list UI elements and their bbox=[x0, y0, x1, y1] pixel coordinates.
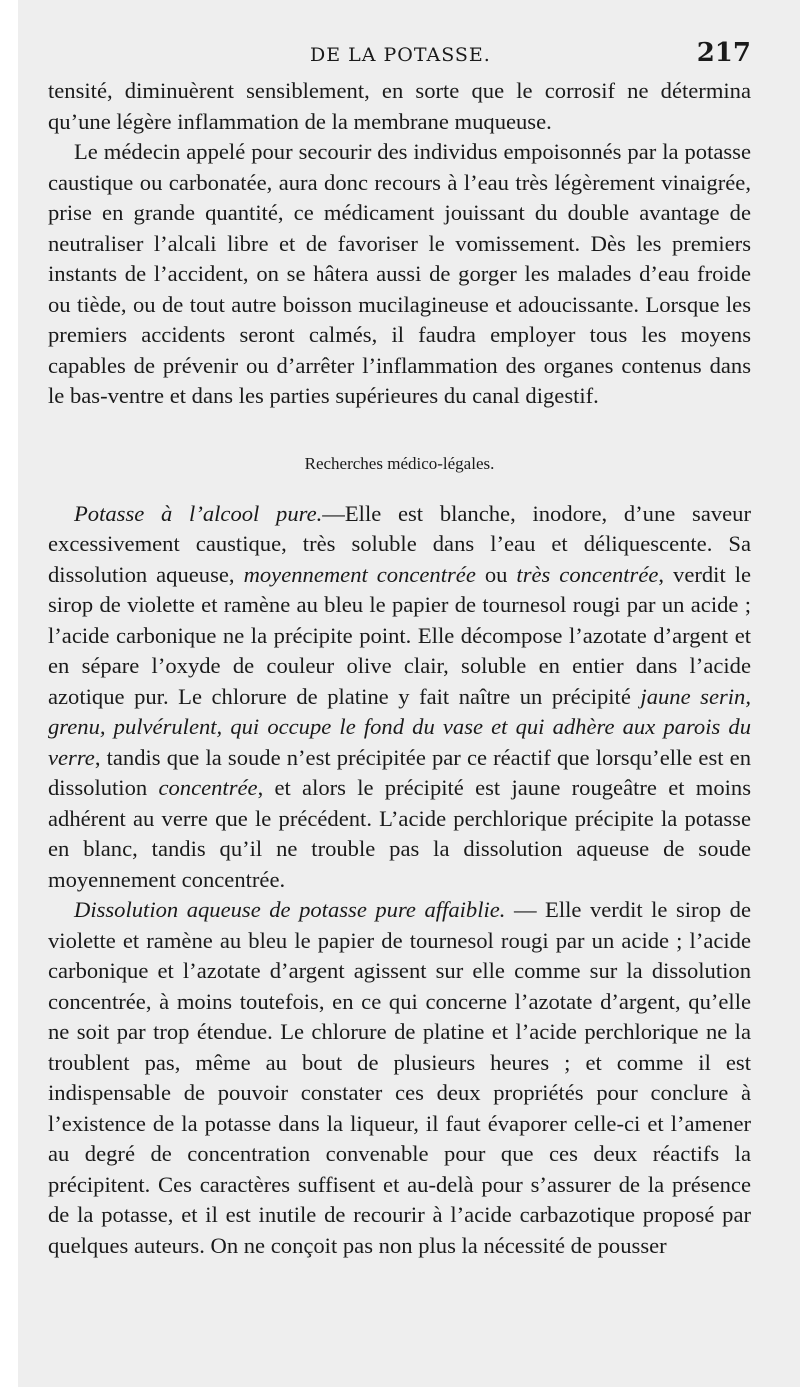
paragraph-dissolution-affaiblie bbox=[48, 895, 751, 1261]
paragraph-lead: Potasse à l’alcool pure. bbox=[74, 500, 323, 526]
italic-run: jaune serin, grenu, pulvérulent, qui occupe le fond du vase et qui adhère aux parois du verre bbox=[48, 683, 751, 770]
running-head: DE LA POTASSE. bbox=[310, 44, 491, 66]
text-run: ou bbox=[475, 561, 517, 587]
text-run: — Elle verdit le sirop de violette et ramène au bleu le papier de tournesol rougi par un acide ; l’acide carbonique et l’azotate d’argent agissent sur elle comme sur la dissolution concentrée, à moins toutefois, en ce qui concerne l’azotate d’argent, qu’elle ne soit par trop étendue. Le chlorure de platine et l’acide perchlorique ne la troublent pas, même au bout de plusieurs heures ; et comme il est indispensable de pouvoir constater ces deux propriétés pour conclure à l’existence de la potasse dans la liqueur, il faut évaporer celle-ci et l’amener au degré de concentration convenable pour que ces deux réactifs la précipitent. Ces caractères suffisent et au-delà pour s’assurer de la présence de la potasse, et il est inutile de recourir à l’acide carbazotique proposé par quelques auteurs. On ne conçoit pas non plus la nécessité de pousser bbox=[48, 897, 751, 1258]
paragraph-treatment: Le médecin appelé pour secourir des individus empoisonnés par la potasse caustique ou carbonatée, aura donc recours à l’eau très légèrement vinaigrée, prise en grande quantité, ce médicament jouissant du double avantage de neutraliser l’alcali libre et de favoriser le vomissement. Dès les premiers instants de l’accident, on se hâtera aussi de gorger les malades d’eau froide ou tiède, ou de tout autre boisson mucilagineuse et adoucissante. Lorsque les premiers accidents seront calmés, il faudra employer tous les moyens capables de prévenir ou d’arrêter l’inflammation des organes contenus dans le bas-ventre et dans les parties supérieures du canal digestif. bbox=[48, 139, 751, 408]
italic-run: très concentrée bbox=[516, 561, 659, 587]
page-number: 217 bbox=[696, 38, 751, 68]
text-run: , verdit le sirop de violette et ramène au bleu le papier de tournesol rougi par un acide ; l’acide carbonique ne la précipite point. Elle décompose l’azotate d’argent et en sépare l’oxyde de couleur olive clair, soluble en entier dans l’acide azotique pur. Le chlorure de platine y fait naître un précipité bbox=[48, 561, 752, 709]
page-header bbox=[48, 38, 751, 72]
text-run: , tandis que la soude n’est précipitée par ce réactif que lorsqu’elle est en dissolution bbox=[48, 744, 751, 800]
text-run: , et alors le précipité est jaune rougeâtre et moins adhérent au verre que le précédent. L’acide perchlorique précipite la potasse en blanc, tandis qu’il ne trouble pas la dissolution aqueuse de soude moyennement concentrée. bbox=[48, 775, 752, 892]
page-body bbox=[48, 76, 751, 1261]
paragraph-lead: Dissolution aqueuse de potasse pure affaiblie. bbox=[74, 897, 506, 922]
text-run: —Elle est blanche, inodore, d’une saveur excessivement caustique, très soluble dans l’eau et déliquescente. Sa dissolution aqueuse, bbox=[48, 500, 751, 587]
paragraph-potasse-pure bbox=[48, 499, 751, 896]
paragraph-continuation: tensité, diminuèrent sensiblement, en sorte que le corrosif ne détermina qu’une légère inflammation de la membrane muqueuse. bbox=[48, 78, 751, 134]
section-heading: Recherches médico-légales. bbox=[304, 453, 495, 473]
italic-run: concentrée bbox=[158, 775, 258, 800]
italic-run: moyennement concentrée bbox=[243, 561, 476, 587]
